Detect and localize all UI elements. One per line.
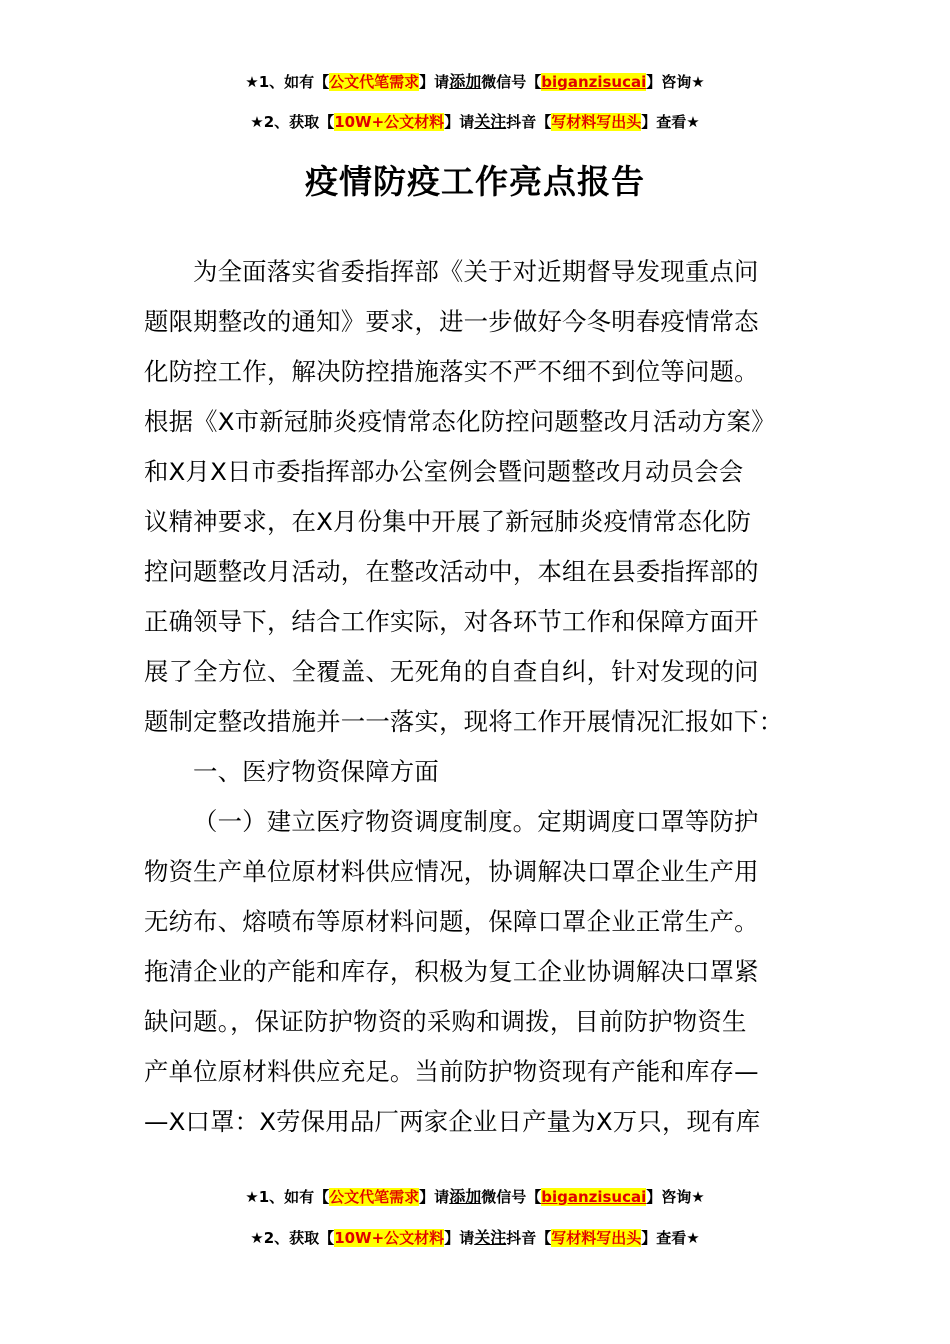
banner-text: 】请 [444,113,475,131]
paragraph-line: 控问题整改月活动，在整改活动中，本组在县委指挥部的 [144,557,759,586]
paragraph-line: 缺问题。，保证防护物资的采购和调拨，目前防护物资生 [144,1007,747,1036]
banner-text: ★1、如有【 [245,1188,330,1206]
footer-banner-line-1 [0,1186,950,1208]
highlight-douyin-account: 写材料写出头 [551,1229,642,1247]
footer-banner-line-2 [0,1227,950,1249]
banner-text: 】咨询★ [646,1188,705,1206]
paragraph-line: 无纺布、熔喷布等原材料问题，保障口罩企业正常生产。 [144,907,759,936]
highlight-materials: 10W+公文材料 [334,1229,445,1247]
banner-text: 】查看★ [641,1229,700,1247]
banner-text: ★1、如有【 [245,73,330,91]
highlight-ghostwriting: 公文代笔需求 [329,73,420,91]
banner-text: 抖音【 [506,1229,552,1247]
document-title: 疫情防疫工作亮点报告 [305,162,645,201]
banner-text: ★2、获取【 [250,1229,335,1247]
banner-text: 微信号【 [481,1188,542,1206]
emphasis-follow: 关注 [474,112,507,131]
paragraph-line: 化防控工作，解决防控措施落实不严不细不到位等问题。 [144,357,759,386]
highlight-wechat-id: biganzisucai [541,73,647,91]
highlight-materials: 10W+公文材料 [334,113,445,131]
paragraph-line: 为全面落实省委指挥部《关于对近期督导发现重点问 [193,257,759,286]
emphasis-add: 添加 [449,1187,482,1206]
paragraph-line: 物资生产单位原材料供应情况，协调解决口罩企业生产用 [144,857,759,886]
paragraph-line: 展了全方位、全覆盖、无死角的自查自纠，针对发现的问 [144,657,759,686]
banner-text: 】请 [419,1188,450,1206]
paragraph-line: 题限期整改的通知》要求，进一步做好今冬明春疫情常态 [144,307,759,336]
paragraph-line: 和X月X日市委指挥部办公室例会暨问题整改月动员会会 [144,457,744,486]
banner-text: 微信号【 [481,73,542,91]
section-heading: 一、医疗物资保障方面 [193,757,439,786]
banner-text: ★2、获取【 [250,113,335,131]
banner-text: 抖音【 [506,113,552,131]
highlight-wechat-id: biganzisucai [541,1188,647,1206]
header-banner-line-1 [0,71,950,93]
paragraph-line: 产单位原材料供应充足。当前防护物资现有产能和库存— [144,1057,759,1086]
banner-text: 】请 [419,73,450,91]
paragraph-line: 根据《X市新冠肺炎疫情常态化防控问题整改月活动方案》 [144,407,776,436]
paragraph-line: 题制定整改措施并一一落实，现将工作开展情况汇报如下： [144,707,784,736]
emphasis-follow: 关注 [474,1228,507,1247]
highlight-douyin-account: 写材料写出头 [551,113,642,131]
header-banner-line-2 [0,111,950,133]
paragraph-line: —X口罩：X劳保用品厂两家企业日产量为X万只，现有库 [144,1107,761,1136]
banner-text: 】查看★ [641,113,700,131]
paragraph-line: （一）建立医疗物资调度制度。定期调度口罩等防护 [193,807,759,836]
paragraph-line: 拖清企业的产能和库存，积极为复工企业协调解决口罩紧 [144,957,759,986]
highlight-ghostwriting: 公文代笔需求 [329,1188,420,1206]
paragraph-line: 议精神要求，在X月份集中开展了新冠肺炎疫情常态化防 [144,507,752,536]
paragraph-line: 正确领导下，结合工作实际，对各环节工作和保障方面开 [144,607,759,636]
banner-text: 】咨询★ [646,73,705,91]
emphasis-add: 添加 [449,72,482,91]
banner-text: 】请 [444,1229,475,1247]
